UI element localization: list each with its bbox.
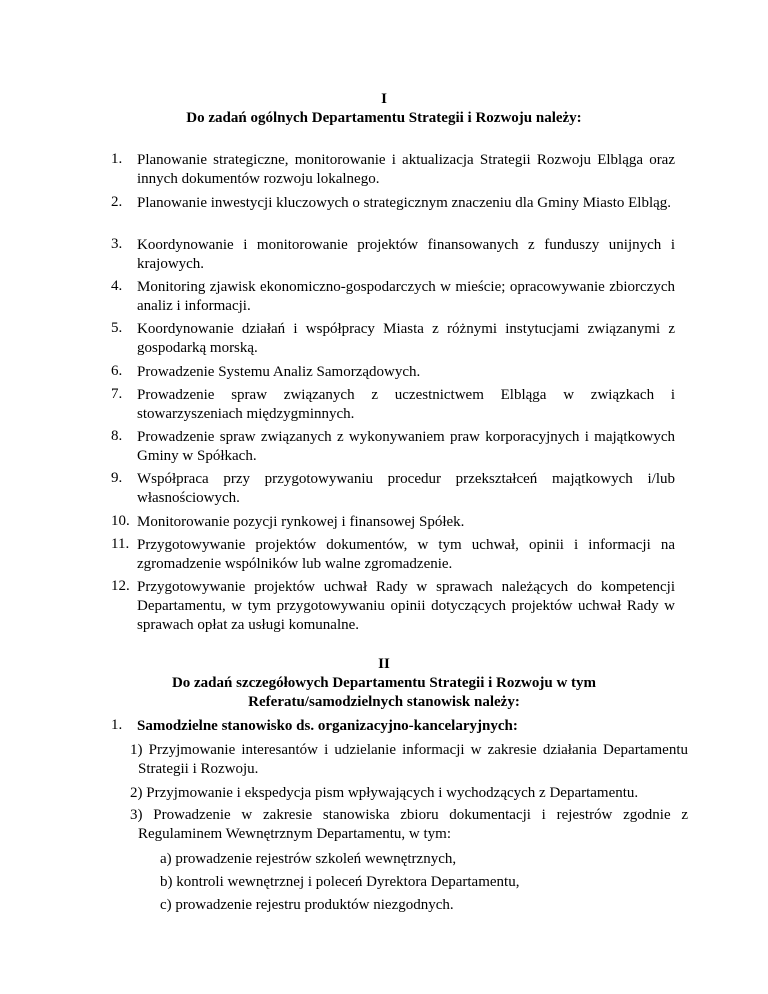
item-number: 10. [111, 513, 130, 529]
section-2-numeral: II [378, 656, 390, 672]
item-number: 6. [111, 363, 123, 379]
item-number: 7. [111, 386, 123, 402]
item-number: 2. [111, 194, 123, 210]
sub-item-text: Przyjmowanie interesantów i udzielanie informacji w zakresie działania Departamentu Strategii i Rozwoju. [138, 742, 689, 777]
item-text: Współpraca przy przygotowywaniu procedur przekształceń majątkowych i/lub własnościowych. [137, 471, 675, 506]
item-number: 9. [111, 470, 123, 486]
sub-item [130, 806, 688, 844]
sub-item [130, 784, 688, 803]
item-number: 1. [111, 151, 123, 167]
list-item [113, 278, 675, 316]
item-number: 12. [111, 578, 130, 594]
item-text: Prowadzenie Systemu Analiz Samorządowych. [137, 364, 421, 380]
section-1-numeral: I [381, 91, 387, 107]
list-item [113, 320, 675, 358]
sub-item-label: 2) [130, 785, 143, 801]
sub-sub-item [160, 873, 660, 892]
section-2-point [113, 717, 675, 736]
sub-sub-item-text: prowadzenie rejestru produktów niezgodnych. [175, 897, 454, 913]
section-2-heading-line-1: Do zadań szczegółowych Departamentu Strategii i Rozwoju w tym [171, 675, 597, 691]
list-item [113, 236, 675, 274]
section-1-heading: Do zadań ogólnych Departamentu Strategii i Rozwoju należy: [186, 110, 582, 126]
point-number: 1. [111, 717, 123, 733]
item-number: 8. [111, 428, 123, 444]
item-number: 4. [111, 278, 123, 294]
item-text: Planowanie inwestycji kluczowych o strategicznym znaczeniu dla Gminy Miasto Elbląg. [137, 195, 672, 211]
list-item [113, 363, 675, 382]
section-2-heading-line-2: Referatu/samodzielnych stanowisk należy: [248, 694, 520, 710]
item-text: Monitoring zjawisk ekonomiczno-gospodarczych w mieście; opracowywanie zbiorczych analiz i informacji. [137, 279, 675, 314]
sub-sub-item [160, 850, 660, 869]
item-text: Prowadzenie spraw związanych z wykonywaniem praw korporacyjnych i majątkowych Gminy w Spółkach. [137, 429, 675, 464]
item-text: Koordynowanie i monitorowanie projektów finansowanych z funduszy unijnych i krajowych. [137, 237, 675, 272]
sub-sub-item-label: a) [160, 851, 172, 867]
sub-item-text: Przyjmowanie i ekspedycja pism wpływających i wychodzących z Departamentu. [146, 785, 639, 801]
list-item [113, 428, 675, 466]
sub-sub-item [160, 896, 660, 915]
list-item [113, 386, 675, 424]
sub-item [130, 741, 688, 779]
item-number: 11. [111, 536, 130, 552]
list-item [113, 578, 675, 635]
sub-item-text: Prowadzenie w zakresie stanowiska zbioru dokumentacji i rejestrów zgodnie z Regulaminem Wewnętrznym Departamentu, w tym: [138, 807, 689, 842]
item-text: Prowadzenie spraw związanych z uczestnictwem Elbląga w związkach i stowarzyszeniach międzygminnych. [137, 387, 675, 422]
sub-sub-item-label: b) [160, 874, 173, 890]
sub-item-label: 1) [130, 742, 143, 758]
list-item [113, 536, 675, 574]
item-number: 3. [111, 236, 123, 252]
item-text: Przygotowywanie projektów uchwał Rady w sprawach należących do kompetencji Departamentu, w tym przygotowywaniu opinii dotyczących projektów uchwał Rady w sprawach opłat za usługi komunalne. [137, 579, 675, 633]
item-text: Planowanie strategiczne, monitorowanie i aktualizacja Strategii Rozwoju Elbląga oraz innych dokumentów rozwoju lokalnego. [137, 152, 675, 187]
list-item [113, 194, 675, 213]
list-item [113, 470, 675, 508]
list-item [113, 151, 675, 189]
list-item [113, 513, 675, 532]
item-number: 5. [111, 320, 123, 336]
item-text: Koordynowanie działań i współpracy Miasta z różnymi instytucjami związanymi z gospodarką morską. [137, 321, 675, 356]
point-title: Samodzielne stanowisko ds. organizacyjno-kancelaryjnych: [137, 718, 518, 734]
sub-item-label: 3) [130, 807, 143, 823]
item-text: Przygotowywanie projektów dokumentów, w tym uchwał, opinii i informacji na zgromadzenie wspólników lub walne zgromadzenie. [137, 537, 675, 572]
sub-sub-item-text: kontroli wewnętrznej i poleceń Dyrektora Departamentu, [176, 874, 520, 890]
sub-sub-item-label: c) [160, 897, 172, 913]
sub-sub-item-text: prowadzenie rejestrów szkoleń wewnętrznych, [175, 851, 457, 867]
item-text: Monitorowanie pozycji rynkowej i finansowej Spółek. [137, 514, 465, 530]
